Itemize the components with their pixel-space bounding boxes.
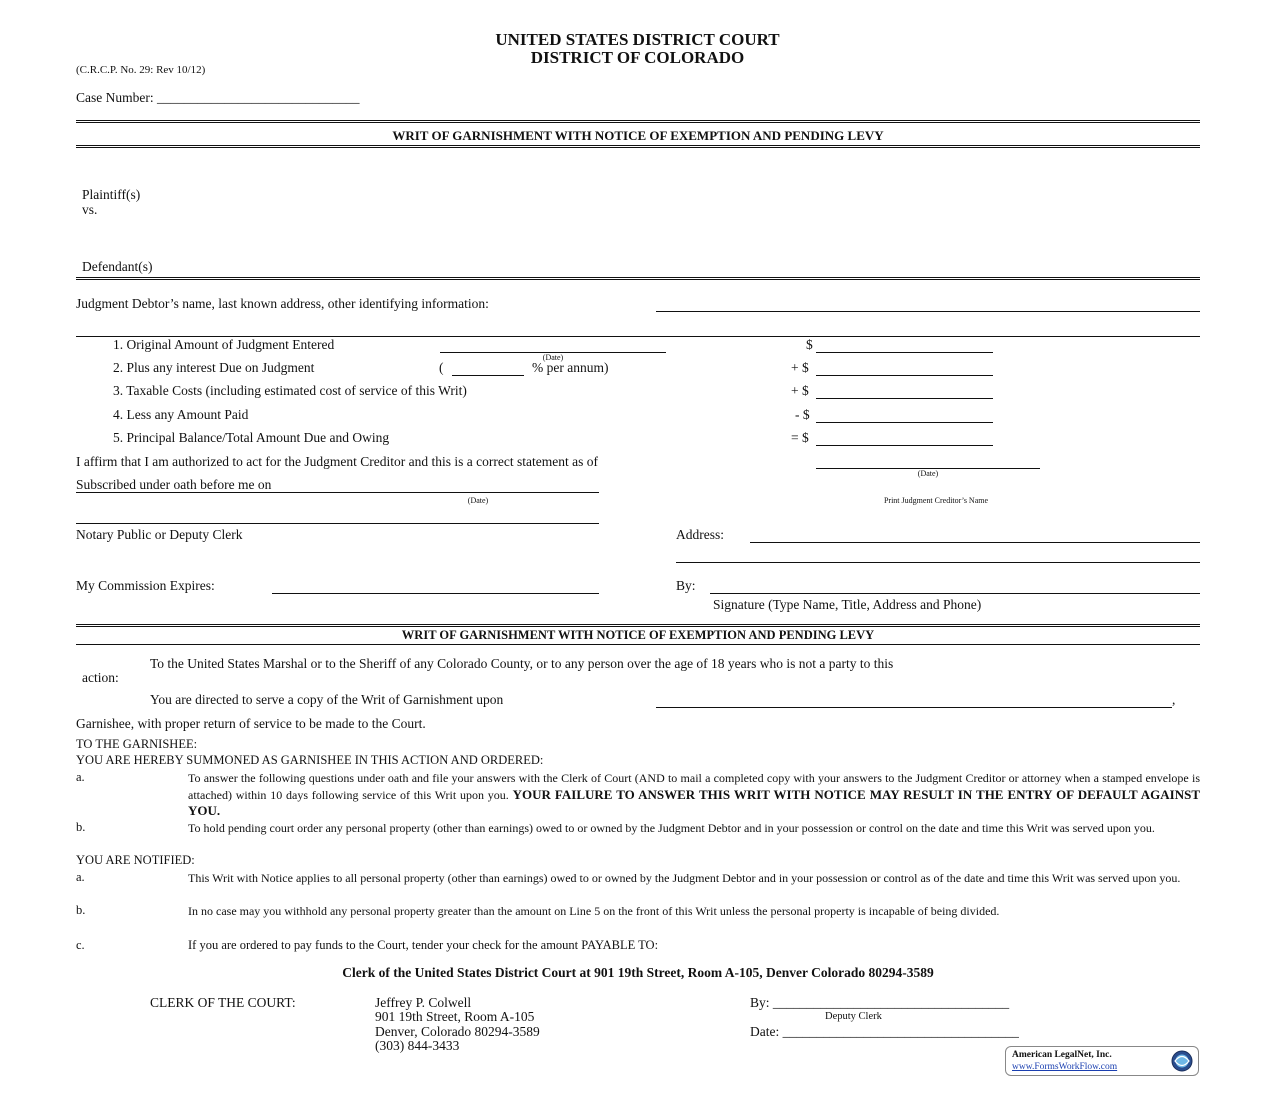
payable-to: Clerk of the United States District Court at 901 19th Street, Room A-105, Denver Colorado 80294-3589	[342, 965, 934, 980]
default-warning: YOUR FAILURE TO ANSWER THIS WRIT WITH NOTICE MAY RESULT IN THE ENTRY OF DEFAULT AGAINST YOU.	[188, 786, 1201, 818]
notary-signature-line[interactable]	[76, 523, 599, 524]
amount-field-5[interactable]	[816, 445, 993, 446]
debtor-info-label: Judgment Debtor’s name, last known address, other identifying information:	[76, 296, 489, 311]
debtor-info-line[interactable]	[656, 311, 1200, 312]
ordered-item-a-text: To answer the following questions under oath and file your answers with the Clerk of Court (AND to mail a completed copy with your answers to the Judgment Creditor or attorney when a stamped envelope is attached) within 10 days following service of this Writ upon you.	[188, 771, 1200, 802]
item-letter: c.	[76, 938, 85, 952]
clerk-phone: (303) 844-3433	[375, 1038, 460, 1053]
commission-label: My Commission Expires:	[76, 578, 215, 593]
amount-field-4[interactable]	[816, 422, 993, 423]
globe-icon	[1170, 1049, 1194, 1073]
vs-label: vs.	[82, 202, 98, 217]
ordered-item-b: To hold pending court order any personal property (other than earnings) owed to or owned by the Judgment Debtor and in your possession or control on the date and time this Writ was served upon you.	[188, 821, 1155, 835]
commission-field[interactable]	[272, 593, 599, 594]
amount-sign: - $	[795, 407, 810, 422]
item-letter: b.	[76, 903, 86, 917]
by-label: By:	[676, 578, 696, 593]
amount-field-1[interactable]	[816, 352, 993, 353]
item-letter: a.	[76, 770, 85, 784]
subscribed-date-line[interactable]	[76, 492, 599, 493]
clerk-name: Jeffrey P. Colwell	[375, 995, 472, 1010]
deputy-clerk-caption: Deputy Clerk	[825, 1011, 882, 1022]
amount-row-label: 5. Principal Balance/Total Amount Due and Owing	[113, 430, 390, 445]
clerk-label: CLERK OF THE COURT:	[150, 995, 296, 1010]
interest-rate-field[interactable]	[452, 375, 524, 376]
summoned-heading: YOU ARE HEREBY SUMMONED AS GARNISHEE IN THIS ACTION AND ORDERED:	[76, 753, 544, 767]
date-caption: (Date)	[542, 353, 564, 362]
amount-sign: = $	[791, 430, 809, 445]
divider	[76, 145, 1200, 148]
divider	[76, 277, 1200, 280]
amount-field-2[interactable]	[816, 375, 993, 376]
amount-sign: + $	[791, 360, 809, 375]
item-letter: b.	[76, 820, 86, 834]
amount-row-label: 1. Original Amount of Judgment Entered	[113, 337, 335, 352]
divider	[76, 624, 1200, 627]
garnishee-name-field[interactable]	[656, 707, 1172, 708]
form-code: (C.R.C.P. No. 29: Rev 10/12)	[76, 64, 206, 76]
amount-row-label: 4. Less any Amount Paid	[113, 407, 249, 422]
divider	[76, 120, 1200, 123]
interest-rate-label: % per annum)	[532, 360, 609, 375]
action-label: action:	[82, 670, 119, 685]
amount-field-3[interactable]	[816, 398, 993, 399]
clerk-city: Denver, Colorado 80294-3589	[375, 1024, 540, 1039]
comma: ,	[1172, 692, 1176, 707]
amount-sign: $	[806, 337, 813, 352]
amount-row-label: 3. Taxable Costs (including estimated cost of service of this Writ)	[113, 383, 467, 398]
deputy-by-field[interactable]: By: ___________________________________	[750, 995, 1010, 1010]
publisher-logo	[1005, 1046, 1199, 1076]
address-label: Address:	[676, 527, 724, 542]
court-district: DISTRICT OF COLORADO	[530, 48, 745, 67]
subscribed-label: Subscribed under oath before me on	[76, 477, 272, 492]
print-creditor-caption: Print Judgment Creditor’s Name	[883, 496, 989, 505]
notified-item-c: If you are ordered to pay funds to the Court, tender your check for the amount PAYABLE TO:	[188, 938, 659, 952]
ordered-item-a	[188, 770, 1200, 820]
address-field[interactable]	[750, 542, 1200, 543]
item-letter: a.	[76, 870, 85, 884]
to-garnishee-heading: TO THE GARNISHEE:	[76, 737, 198, 751]
defendant-label: Defendant(s)	[82, 259, 153, 274]
plaintiff-label: Plaintiff(s)	[82, 187, 141, 202]
signature-field[interactable]	[710, 593, 1200, 594]
date-caption: (Date)	[917, 469, 939, 478]
divider	[76, 644, 1200, 645]
amount-row-label: 2. Plus any interest Due on Judgment	[113, 360, 315, 375]
publisher-url-link[interactable]: www.FormsWorkFlow.com	[1012, 1062, 1118, 1072]
case-number-field[interactable]: Case Number: ______________________________	[76, 90, 360, 105]
interest-paren: (	[439, 360, 444, 375]
notified-heading: YOU ARE NOTIFIED:	[76, 853, 195, 867]
address-field-2[interactable]	[676, 562, 1200, 563]
court-name: UNITED STATES DISTRICT COURT	[495, 30, 780, 49]
notified-item-a: This Writ with Notice applies to all personal property (other than earnings) owed to or owned by the Judgment Debtor and in your possession or control as of the date and time this Writ was served upon you.	[188, 871, 1181, 885]
notary-label: Notary Public or Deputy Clerk	[76, 527, 243, 542]
date-caption: (Date)	[467, 496, 489, 505]
form-title: WRIT OF GARNISHMENT WITH NOTICE OF EXEMPTION AND PENDING LEVY	[392, 128, 884, 143]
deputy-date-field[interactable]: Date: ___________________________________	[750, 1024, 1019, 1039]
writ-title: WRIT OF GARNISHMENT WITH NOTICE OF EXEMPTION AND PENDING LEVY	[401, 628, 875, 642]
affirm-text: I affirm that I am authorized to act for the Judgment Creditor and this is a correct statement as of	[76, 454, 598, 469]
to-marshal-text: To the United States Marshal or to the Sheriff of any Colorado County, or to any person over the age of 18 years who is not a party to this	[150, 656, 894, 671]
garnishee-return-text: Garnishee, with proper return of service to be made to the Court.	[76, 716, 426, 731]
clerk-street: 901 19th Street, Room A-105	[375, 1009, 535, 1024]
directed-text: You are directed to serve a copy of the Writ of Garnishment upon	[150, 692, 504, 707]
notified-item-b: In no case may you withhold any personal property greater than the amount on Line 5 on the front of this Writ unless the personal property is incapable of being divided.	[188, 904, 1000, 918]
amount-sign: + $	[791, 383, 809, 398]
publisher-name: American LegalNet, Inc.	[1012, 1050, 1112, 1060]
signature-caption: Signature (Type Name, Title, Address and Phone)	[713, 597, 982, 612]
